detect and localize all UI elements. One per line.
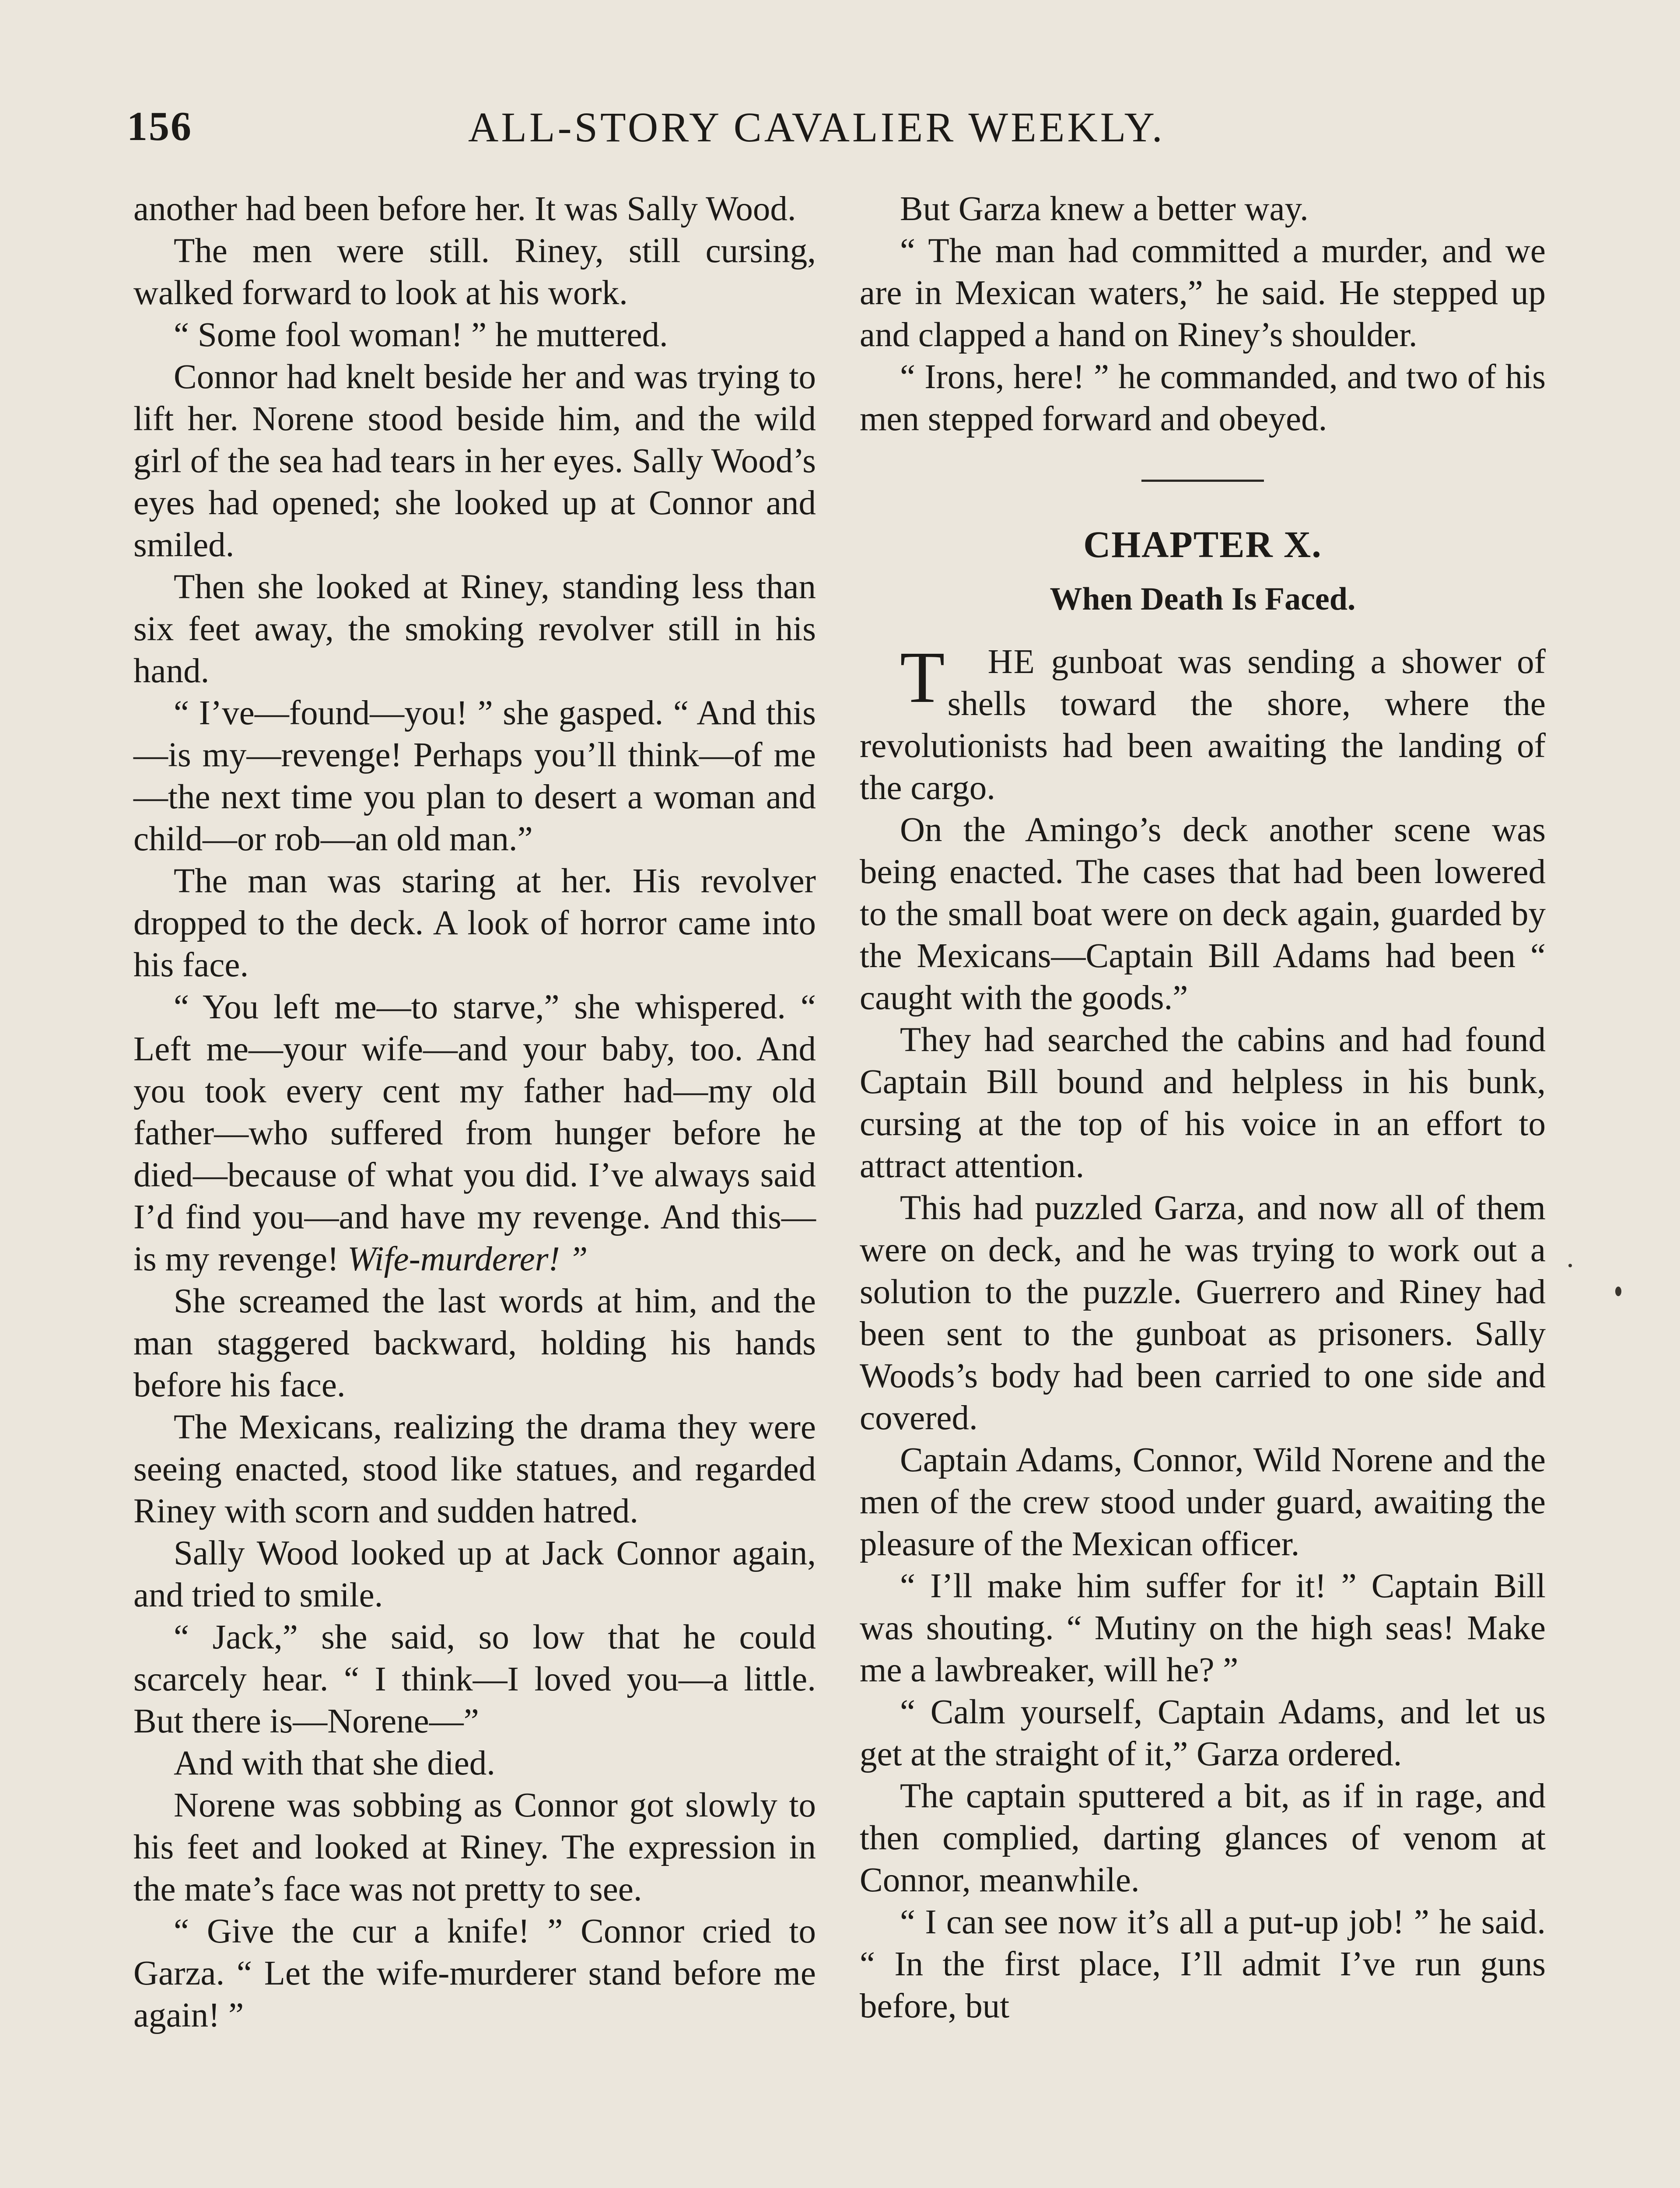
running-head	[127, 103, 1558, 151]
paragraph: “ I’ve—found—you! ” she gasped. “ And this—is my—revenge! Perhaps you’ll think—of me—the next time you plan to desert a woman and child—or rob—an old man.”	[133, 694, 816, 858]
paragraph: another had been before her. It was Sally Wood.	[133, 190, 796, 228]
paragraph: She screamed the last words at him, and the man staggered backward, holding his hands before his face.	[133, 1282, 816, 1404]
print-speck	[1615, 1287, 1621, 1296]
paragraph: They had searched the cabins and had found Captain Bill bound and helpless in his bunk, cursing at the top of his voice in an effort to attract attention.	[860, 1021, 1546, 1185]
paragraph: But Garza knew a better way.	[900, 190, 1309, 228]
chapter-title: CHAPTER X.	[1083, 523, 1322, 565]
paragraph: “ The man had committed a murder, and we are in Mexican waters,” he said. He stepped up and clapped a hand on Riney’s shoulder.	[860, 232, 1546, 354]
paragraph-text: “ You left me—to starve,” she whispered. “ Left me—your wife—and your baby, too. And you took every cent my father had—my old father—who suffered from hunger before he died—because of what you did. I’ve always said I’d find you—and have my revenge. And this—is my revenge!	[133, 988, 816, 1278]
journal-title: ALL-STORY CAVALIER WEEKLY.	[468, 104, 1165, 151]
paragraph: The men were still. Riney, still cursing, walked forward to look at his work.	[133, 232, 816, 312]
italic-exclamation: Wife-murderer! ”	[347, 1240, 588, 1278]
paragraph: “ Calm yourself, Captain Adams, and let us get at the straight of it,” Garza ordered.	[860, 1693, 1546, 1773]
lead-text: gunboat was sending a shower of shells toward the shore, where the revolutionists had been awaiting the landing of the cargo.	[860, 643, 1546, 807]
paragraph: Connor had knelt beside her and was trying to lift her. Norene stood beside him, and the wild girl of the sea had tears in her eyes. Sally Wood’s eyes had opened; she looked up at Connor and smiled.	[133, 358, 816, 564]
drop-cap: T	[900, 637, 945, 718]
paragraph: “ I can see now it’s all a put-up job! ” he said. “ In the first place, I’ll admit I’ve run guns before, but	[860, 1903, 1546, 2025]
paragraph: The man was staring at her. His revolver dropped to the deck. A look of horror came into his face.	[133, 862, 816, 984]
paragraph: Norene was sobbing as Connor got slowly to his feet and looked at Riney. The expression in the mate’s face was not pretty to see.	[133, 1786, 816, 1908]
paragraph: Sally Wood looked up at Jack Connor again, and tried to smile.	[133, 1534, 816, 1614]
page-number: 156	[127, 104, 192, 149]
lead-caps: HE	[987, 643, 1036, 681]
paragraph: “ Jack,” she said, so low that he could scarcely hear. “ I think—I loved you—a little. But there is—Norene—”	[133, 1618, 816, 1740]
paragraph: The Mexicans, realizing the drama they were seeing enacted, stood like statues, and regarded Riney with scorn and sudden hatred.	[133, 1408, 816, 1530]
paragraph: And with that she died.	[174, 1744, 496, 1782]
paragraph: The captain sputtered a bit, as if in rage, and then complied, darting glances of venom at Connor, meanwhile.	[860, 1777, 1546, 1899]
opening-paragraph	[860, 637, 1546, 809]
section-divider	[1141, 480, 1264, 482]
right-column	[860, 188, 1546, 2027]
paragraph: This had puzzled Garza, and now all of them were on deck, and he was trying to work out a solution to the puzzle. Guerrero and Riney had been sent to the gunboat as prisoners. Sally Woods’s body had been carried to one side and covered.	[860, 1189, 1546, 1437]
paragraph: Then she looked at Riney, standing less than six feet away, the smoking revolver still in his hand.	[133, 568, 816, 690]
paragraph: “ Give the cur a knife! ” Connor cried to Garza. “ Let the wife-murderer stand before me again! ”	[133, 1912, 816, 2034]
paragraph	[133, 986, 816, 1280]
paragraph: “ I’ll make him suffer for it! ” Captain Bill was shouting. “ Mutiny on the high seas! Make me a lawbreaker, will he? ”	[860, 1567, 1546, 1689]
print-speck	[1568, 1264, 1572, 1267]
paragraph: Captain Adams, Connor, Wild Norene and the men of the crew stood under guard, awaiting the pleasure of the Mexican officer.	[860, 1441, 1546, 1563]
paragraph: “ Irons, here! ” he commanded, and two of his men stepped forward and obeyed.	[860, 358, 1546, 438]
chapter-subtitle: When Death Is Faced.	[1050, 581, 1356, 617]
paragraph: “ Some fool woman! ” he muttered.	[174, 316, 668, 354]
left-column	[133, 188, 816, 2037]
paragraph: On the Amingo’s deck another scene was being enacted. The cases that had been lowered to the small boat were on deck again, guarded by the Mexicans—Captain Bill Adams had been “ caught with the goods.”	[860, 811, 1546, 1017]
